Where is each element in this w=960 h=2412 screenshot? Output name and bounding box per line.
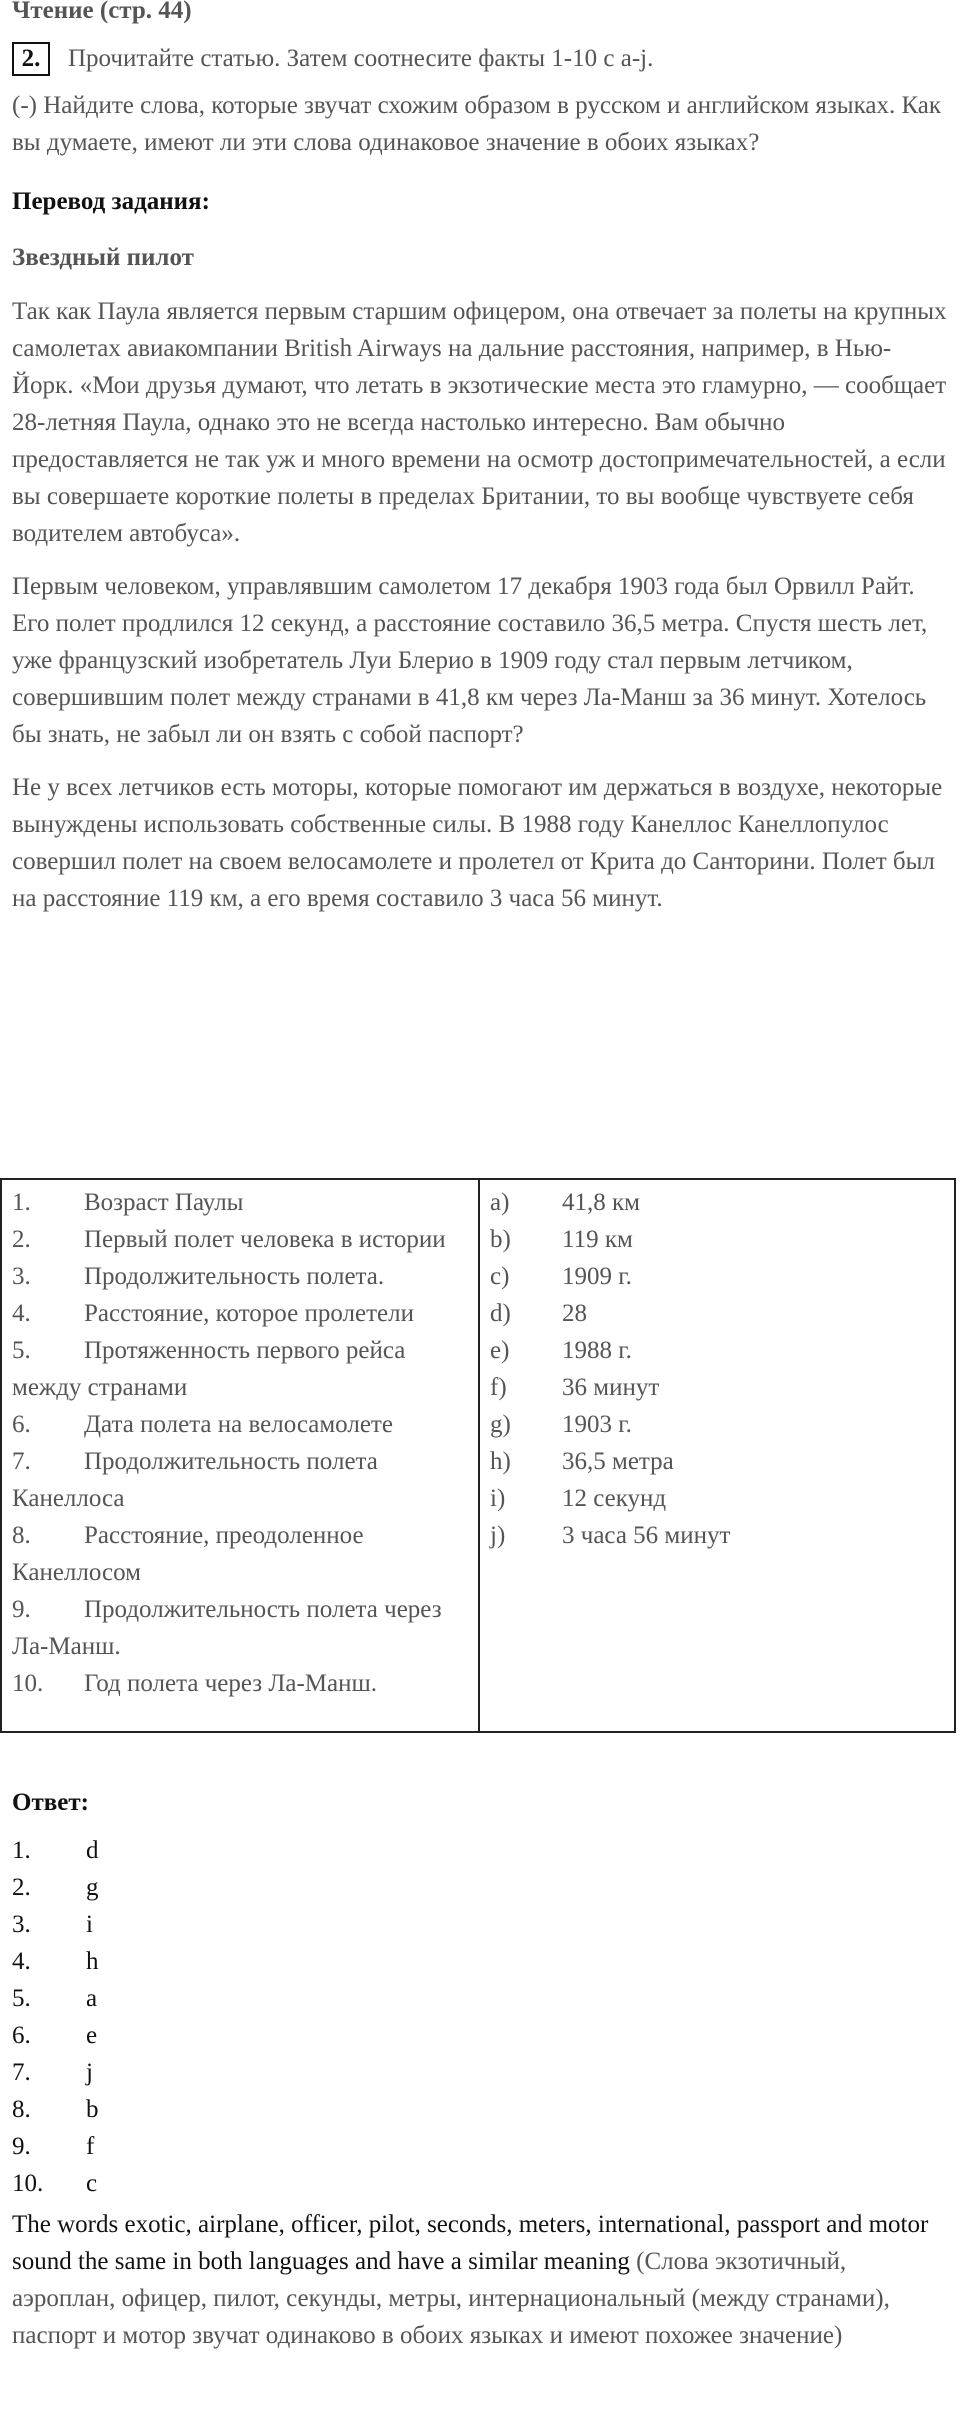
- answer-list: [12, 1832, 948, 2202]
- article-paragraph-1: Так как Паула является первым старшим офицером, она отвечает за полеты на крупных самолетах авиакомпании British Airways на дальние расстояния, например, в Нью-Йорк. «Мои друзья думают, что летать в экзотические места это гламурно, — сообщает 28-летняя Паула, однако это не всегда настолько интересно. Вам обычно предоставляется не так уж и много времени на осмотр достопримечательностей, а если вы совершаете короткие полеты в пределах Британии, то вы вообще чувствуете себя водителем автобуса».: [12, 298, 947, 547]
- matching-table: [0, 1178, 956, 1733]
- document-page: [12, 0, 948, 917]
- option-item: c) 1909 г.: [490, 1263, 632, 1290]
- translation-heading: Перевод задания:: [12, 188, 210, 215]
- fact-item: 6. Дата полета на велосамолете: [12, 1411, 393, 1438]
- fact-item: 4. Расстояние, которое пролетели: [12, 1300, 414, 1327]
- fact-item: 10. Год полета через Ла-Манш.: [12, 1670, 377, 1697]
- option-item: b) 119 км: [490, 1226, 633, 1253]
- answer-section: [12, 1788, 948, 2354]
- article-title: Звездный пилот: [12, 244, 194, 271]
- option-item: d) 28: [490, 1300, 587, 1327]
- option-item: f) 36 минут: [490, 1374, 660, 1401]
- final-answer: [12, 2206, 948, 2354]
- answer-row: 9. f: [12, 2133, 95, 2160]
- option-item: h) 36,5 метра: [490, 1448, 674, 1475]
- task-line: [12, 40, 948, 77]
- fact-item: 1. Возраст Паулы: [12, 1189, 244, 1216]
- fact-item: 3. Продолжительность полета.: [12, 1263, 385, 1290]
- article-paragraph-2: Первым человеком, управлявшим самолетом 17 декабря 1903 года был Орвилл Райт. Его полет продлился 12 секунд, а расстояние составило 36,5 метра. Спустя шесть лет, уже французский изобретатель Луи Блерио в 1909 году стал первым летчиком, совершившим полет между странами в 41,8 км через Ла-Манш за 36 минут. Хотелось бы знать, не забыл ли он взять с собой паспорт?: [12, 573, 928, 748]
- section-title: Чтение (стр. 44): [12, 0, 192, 24]
- fact-item: 5. Протяженность первого рейса между странами: [12, 1337, 406, 1401]
- article-paragraph-3: Не у всех летчиков есть моторы, которые помогают им держаться в воздухе, некоторые вынуждены использовать собственные силы. В 1988 году Канеллос Канеллопулос совершил полет на своем велосамолете и пролетел от Крита до Санторини. Полет был на расстояние 119 км, а его время составило 3 часа 56 минут.: [12, 774, 943, 912]
- final-answer-english: The words exotic, airplane, officer, pilot, seconds, meters, international, passport and motor sound the same in both languages and have a similar meaning: [12, 2211, 929, 2275]
- answer-row: 2. g: [12, 1874, 99, 1901]
- answer-row: 4. h: [12, 1948, 99, 1975]
- fact-item: 8. Расстояние, преодоленное Канеллосом: [12, 1522, 364, 1586]
- answer-row: 8. b: [12, 2096, 99, 2123]
- answer-heading: Ответ:: [12, 1789, 89, 1816]
- answer-row: 6. e: [12, 2022, 98, 2049]
- task-number-box: 2.: [12, 42, 50, 76]
- facts-column: [2, 1180, 480, 1731]
- option-item: a) 41,8 км: [490, 1189, 640, 1216]
- option-item: j) 3 часа 56 минут: [490, 1522, 731, 1549]
- answer-row: 10. c: [12, 2170, 98, 2197]
- option-item: g) 1903 г.: [490, 1411, 632, 1438]
- fact-item: 9. Продолжительность полета через Ла-Манш.: [12, 1596, 442, 1660]
- answer-row: 7. j: [12, 2059, 93, 2086]
- option-item: e) 1988 г.: [490, 1337, 632, 1364]
- answer-row: 3. i: [12, 1911, 93, 1938]
- answer-row: 1. d: [12, 1837, 99, 1864]
- final-answer-russian: (Слова экзотичный, аэроплан, офицер, пилот, секунды, метры, интернациональный (между странами), паспорт и мотор звучат одинаково в обоих языках и имеют похожее значение): [12, 2248, 890, 2349]
- task-instruction: Прочитайте статью. Затем соотнесите факты 1-10 с a-j.: [68, 45, 654, 72]
- fact-item: 2. Первый полет человека в истории: [12, 1226, 446, 1253]
- task-extra: (-) Найдите слова, которые звучат схожим образом в русском и английском языках. Как вы думаете, имеют ли эти слова одинаковое значение в обоих языках?: [12, 92, 942, 156]
- option-item: i) 12 секунд: [490, 1485, 667, 1512]
- fact-item: 7. Продолжительность полета Канеллоса: [12, 1448, 378, 1512]
- options-column: [480, 1180, 954, 1731]
- answer-row: 5. a: [12, 1985, 98, 2012]
